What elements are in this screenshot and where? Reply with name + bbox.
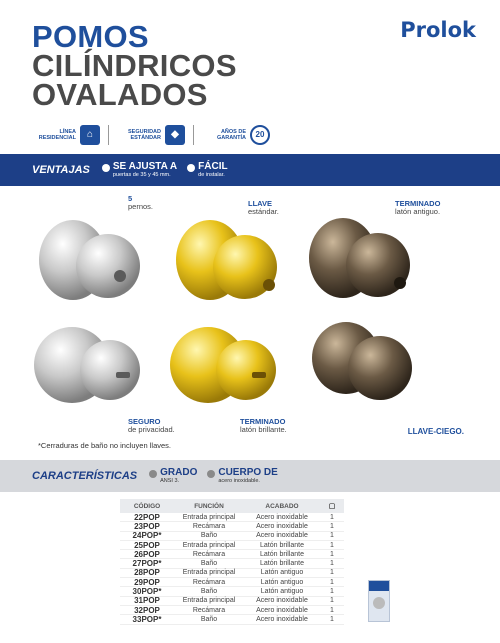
label-privacy	[128, 418, 175, 434]
label-bright-finish-text: latón brillante.	[240, 425, 287, 434]
feature-body-title: CUERPO DE	[218, 467, 278, 478]
cell-finish: Latón brillante	[260, 560, 304, 568]
label-privacy-text: de privacidad.	[128, 425, 175, 434]
feature-easy-title: FÁCIL	[198, 161, 228, 172]
box-icon: ▢	[328, 503, 336, 510]
cell-code: 30POP*	[132, 587, 162, 597]
label-antique-finish-bold: TERMINADO	[395, 199, 441, 208]
cell-qty: 1	[330, 578, 334, 586]
badge-warranty-label: AÑOS DE GARANTÍA	[216, 129, 246, 141]
bullet-icon	[102, 164, 110, 172]
title-line-3: OVALADOS	[32, 77, 208, 112]
feature-grade	[149, 468, 197, 484]
cell-function: Recámara	[192, 578, 226, 586]
knob-antique-entry-image	[308, 213, 418, 313]
label-standard-key	[248, 200, 279, 216]
feature-fit	[102, 162, 177, 178]
table-header	[120, 499, 344, 513]
table-row	[120, 513, 344, 522]
table-row	[120, 615, 344, 624]
table-row	[120, 522, 344, 531]
badge-security-label: SEGURIDAD ESTÁNDAR	[127, 129, 161, 141]
cell-code: 26POP	[134, 549, 160, 559]
cell-finish: Acero inoxidable	[256, 606, 308, 614]
divider	[108, 125, 109, 145]
label-privacy-bold: SEGURO	[128, 417, 161, 426]
feature-easy	[187, 162, 227, 178]
label-5-pins	[128, 195, 153, 211]
label-antique-finish	[395, 200, 440, 216]
shield-icon: ◆	[165, 125, 185, 145]
cell-function: Baño	[200, 532, 218, 540]
table-row	[120, 597, 344, 606]
cell-qty: 1	[330, 532, 334, 540]
cell-code: 24POP*	[132, 531, 162, 541]
knob-antique-passage-image	[308, 318, 418, 408]
table-row	[120, 606, 344, 615]
cell-finish: Acero inoxidable	[256, 597, 308, 605]
badge-residential	[32, 125, 100, 145]
knob-brass-privacy-image	[168, 320, 288, 410]
table-row	[120, 578, 344, 587]
cell-code: 28POP	[134, 568, 160, 578]
title-line-1: POMOS	[32, 19, 149, 54]
label-bright-finish-bold: TERMINADO	[240, 417, 286, 426]
cell-code: 27POP*	[132, 559, 162, 569]
header-function: FUNCIÓN	[194, 502, 224, 510]
cell-function: Baño	[200, 615, 218, 623]
cell-finish: Latón brillante	[260, 541, 304, 549]
badge-security	[117, 125, 185, 145]
cell-code: 33POP*	[132, 614, 162, 624]
label-standard-key-text: estándar.	[248, 207, 279, 216]
feature-fit-title: SE AJUSTA A	[112, 161, 178, 172]
cell-qty: 1	[330, 513, 334, 521]
label-antique-finish-text: latón antiguo.	[395, 207, 441, 216]
cell-qty: 1	[330, 597, 334, 605]
cell-finish: Acero inoxidable	[256, 532, 308, 540]
ventajas-heading: VENTAJAS	[32, 164, 90, 176]
feature-grade-title: GRADO	[160, 467, 198, 478]
warranty-seal-icon: 20	[250, 125, 270, 145]
cell-qty: 1	[330, 541, 334, 549]
knob-chrome-entry-image	[38, 210, 148, 310]
caracteristicas-band	[0, 460, 500, 492]
feature-easy-sub: de instalar.	[198, 172, 225, 178]
cell-qty: 1	[330, 569, 334, 577]
cell-finish: Acero inoxidable	[256, 615, 308, 623]
feature-grade-sub: ANSI 3.	[160, 478, 180, 484]
label-5-pins-text: pernos.	[128, 202, 154, 211]
caracteristicas-heading: CARACTERÍSTICAS	[32, 470, 138, 482]
house-lock-icon: ⌂	[80, 125, 100, 145]
bath-lock-note: *Cerraduras de baño no incluyen llaves.	[38, 441, 171, 450]
cell-function: Baño	[200, 560, 218, 568]
cell-function: Recámara	[192, 606, 226, 614]
cell-finish: Latón antiguo	[260, 569, 304, 577]
table-row	[120, 587, 344, 596]
table-row	[120, 532, 344, 541]
cell-qty: 1	[330, 615, 334, 623]
cell-code: 29POP	[134, 577, 160, 587]
cell-qty: 1	[330, 606, 334, 614]
label-passage: LLAVE-CIEGO.	[407, 427, 464, 436]
page-title	[32, 19, 237, 112]
cell-qty: 1	[330, 550, 334, 558]
cell-finish: Latón brillante	[260, 550, 304, 558]
cell-finish: Acero inoxidable	[256, 513, 308, 521]
header-code: CÓDIGO	[133, 502, 161, 510]
cell-function: Entrada principal	[182, 541, 236, 549]
cell-code: 25POP	[134, 540, 160, 550]
divider	[193, 125, 194, 145]
knob-chrome-privacy-image	[32, 320, 152, 410]
product-table	[120, 499, 344, 625]
feature-fit-sub: puertas de 35 y 45 mm.	[112, 172, 171, 178]
bullet-icon	[187, 164, 195, 172]
cell-function: Entrada principal	[182, 513, 236, 521]
cell-code: 22POP	[134, 512, 160, 522]
cell-function: Recámara	[192, 522, 226, 530]
table-row	[120, 559, 344, 568]
cell-code: 23POP	[134, 521, 160, 531]
cell-qty: 1	[330, 522, 334, 530]
label-standard-key-bold: LLAVE	[248, 199, 273, 208]
bullet-icon	[207, 470, 215, 478]
label-bright-finish	[240, 418, 287, 434]
cell-finish: Acero inoxidable	[256, 522, 308, 530]
table-row	[120, 550, 344, 559]
badge-row	[32, 122, 270, 148]
title-line-2: CILÍNDRICOS	[32, 48, 237, 83]
table-row	[120, 541, 344, 550]
cell-function: Recámara	[192, 550, 226, 558]
cell-code: 32POP	[134, 605, 160, 615]
cell-finish: Latón antiguo	[260, 588, 304, 596]
ventajas-band	[0, 154, 500, 186]
knob-brass-entry-image	[175, 215, 285, 315]
label-5-pins-bold: 5	[128, 194, 133, 203]
bullet-icon	[149, 470, 157, 478]
cell-code: 31POP	[134, 596, 160, 606]
table-row	[120, 569, 344, 578]
feature-body-sub: acero inoxidable.	[218, 478, 260, 484]
badge-warranty	[202, 125, 270, 145]
package-thumbnail	[368, 580, 390, 622]
cell-function: Entrada principal	[182, 569, 236, 577]
cell-finish: Latón antiguo	[260, 578, 304, 586]
cell-qty: 1	[330, 588, 334, 596]
feature-body	[207, 468, 277, 484]
brand-logo: Prolok	[400, 18, 476, 42]
badge-residential-label: LÍNEA RESIDENCIAL	[38, 129, 76, 141]
cell-function: Entrada principal	[182, 597, 236, 605]
header-finish: ACABADO	[265, 502, 299, 510]
cell-function: Baño	[200, 588, 218, 596]
cell-qty: 1	[330, 560, 334, 568]
